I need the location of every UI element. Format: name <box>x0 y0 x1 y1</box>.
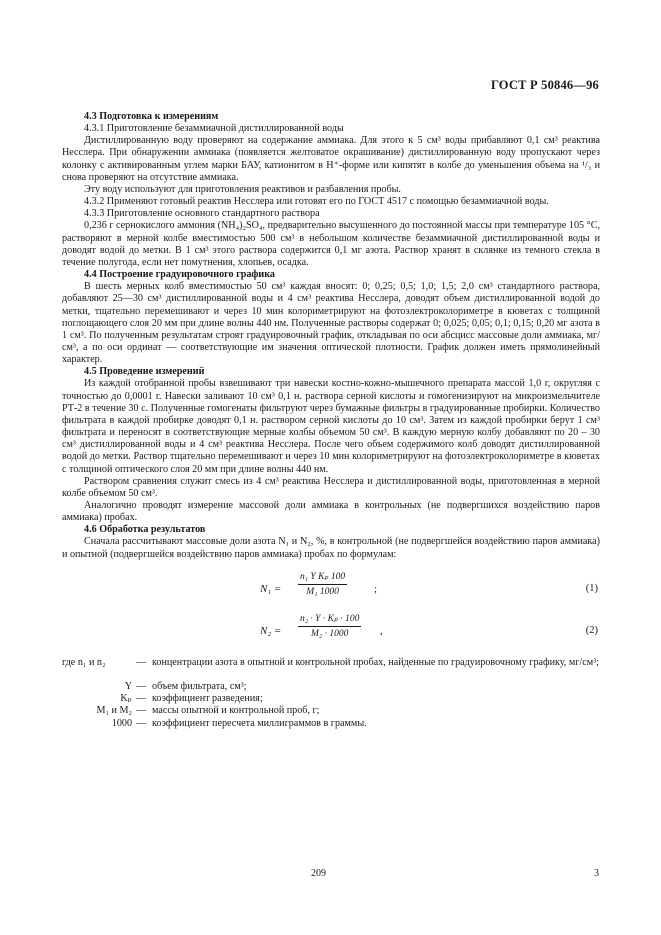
equation-denominator: M₁ 1000 <box>306 586 339 597</box>
paragraph: 4.3.2 Применяют готовый реактив Несслера или готовят его по ГОСТ 4517 с помощью безаммиачной воды. <box>84 196 549 208</box>
paragraph: В шесть мерных колб вместимостью 50 см³ каждая вносят: 0; 0,25; 0,5; 1,0; 1,5; 2,0 см³ стандартного раствора, добавляют 25—30 см³ дистиллированной воды и 4 см³ реактива Несслера, доводят объем дистиллированной водой до метки, тщательно перемешивают и через 10 мин колориметрируют на фотоэлектроколориметре в кюветах с толщиной поглощающего слоя 20 мм при длине волны 440 нм. Полученные растворы содержат 0; 0,025; 0,05; 0,1; 0,15; 0,20 мг азота в 1 см³. По полученным результатам строят градуировочный график, откладывая по оси абсцисс массовые доли аммиака, мг/см³, а по оси ординат — соответствующие им значения оптической плотности. График должен иметь прямолинейный характер. <box>62 281 600 366</box>
paragraph: Эту воду используют для приготовления реактивов и разбавления пробы. <box>84 183 401 195</box>
equation-numerator: n₂ · Y · Kₚ · 100 <box>298 613 361 627</box>
section-heading: 4.6 Обработка результатов <box>84 524 206 536</box>
paragraph: 0,236 г сернокислого аммония (NH₄)₂SO₄, предварительно высушенного до постоянной массы при температуре 105 °С, растворяют в мерной колбе вместимостью 500 см³ в небольшом количестве безаммиачной дистиллированной воды и доводят водой до метки. В 1 см³ этого раствора содержится 0,1 мг азота. Раствор хранят в склянке из темного стекла в течение полугода, если нет помутнения, хлопьев, осадка. <box>62 220 600 268</box>
paragraph: Из каждой отобранной пробы взвешивают три навески костно-кожно-мышечного препарата массой 1,0 г, округляя с точностью до 0,0001 г. Навески заливают 10 см³ 0,1 н. раствора серной кислоты и гомогенизируют на микроизмельчителе РТ-2 в течение 30 с. Полученные гомогенаты фильтруют через бумажные фильтры в градуированные пробирки. Количество фильтрата в каждой пробирке доводят 0,1 н. раствором серной кислоты до 10 см³. Затем из каждой пробирки берут 1 см³ фильтрата и переносят в соответствующие мерные колбы объемом 50 см³. В каждую мерную колбу добавляют по 20 – 30 см³ дистиллированной воды и 4 см³ реактива Несслера. После чего объем содержимого колб доводят дистиллированной водой до метки. Раствор тщательно перемешивают и через 10 мин колориметрируют на фотоэлектроколориметре в кюветах с толщиной оптического слоя 20 мм при длине волны 440 нм. <box>62 378 600 475</box>
equation-1 <box>62 571 600 609</box>
definition-dash: — <box>136 681 147 693</box>
definition-symbol: M₁ и M₂ <box>96 705 132 717</box>
equation-lhs: N₁ = <box>260 582 282 595</box>
section-heading: 4.5 Проведение измерений <box>84 366 205 378</box>
paragraph: Сначала рассчитывают массовые доли азота N₁ и N₂, %, в контрольной (не подвергшейся воздействию паров аммиака) и опытной (подвергшейся воздействию паров аммиака) пробах по формулам: <box>62 536 600 560</box>
equation-2 <box>62 613 600 651</box>
definition-dash: — <box>136 656 147 668</box>
standard-header: ГОСТ Р 50846—96 <box>490 78 599 92</box>
paragraph: 4.3.3 Приготовление основного стандартного раствора <box>84 208 320 220</box>
definition-dash: — <box>136 717 147 729</box>
equation-numerator: n₁ Y Kₚ 100 <box>298 571 347 585</box>
section-heading: 4.4 Построение градуировочного графика <box>84 269 275 281</box>
definition-text: объем фильтрата, см³; <box>152 681 247 693</box>
definition-row <box>62 657 600 681</box>
definition-dash: — <box>136 705 147 717</box>
equation-number: (2) <box>585 624 598 636</box>
paragraph: 4.3.1 Приготовление безаммиачной дистиллированной воды <box>84 123 344 135</box>
definition-row <box>62 718 600 730</box>
definition-symbol: Kₚ <box>120 693 132 705</box>
definition-symbol: 1000 <box>111 717 132 729</box>
equation-lhs: N₂ = <box>260 624 282 637</box>
paragraph: Раствором сравнения служит смесь из 4 см³ реактива Несслера и дистиллированной воды, приготовленная в мерной колбе объемом 50 см³. <box>62 475 600 499</box>
equation-number: (1) <box>585 582 598 594</box>
definition-dash: — <box>136 693 147 705</box>
section-heading: 4.3 Подготовка к измерениям <box>84 111 219 122</box>
definition-text: массы опытной и контрольной проб, г; <box>152 705 320 717</box>
definition-symbol: где n₁ и n₂ <box>62 656 106 668</box>
paragraph: Дистиллированную воду проверяют на содержание аммиака. Для этого к 5 см³ воды прибавляют 0,1 см³ реактива Несслера. При обнаружении аммиака (появляется желтоватое окрашивание) дистиллированную воду пропускают через колонку с активированным углем марки БАУ, катионитом в H⁺-форме или кипятят в колбе до уменьшения объема на ¹/₃ и снова проверяют на отсутствие аммиака. <box>62 135 600 183</box>
definition-symbol: Y <box>124 681 132 693</box>
equation-denominator: M₂ · 1000 <box>311 628 349 639</box>
equation-punct: ; <box>374 582 378 595</box>
document-body <box>62 111 600 730</box>
paragraph: Аналогично проводят измерение массовой доли аммиака в контрольных (не подвергшихся воздействию паров аммиака) пробах. <box>62 500 600 524</box>
definition-text: коэффициент разведения; <box>152 693 263 705</box>
definition-text: коэффициент пересчета миллиграммов в граммы. <box>152 717 367 729</box>
definition-row <box>62 693 600 705</box>
sheet-number: 3 <box>594 868 599 879</box>
equation-fraction <box>298 613 361 640</box>
symbol-definitions <box>62 657 600 730</box>
page-number: 209 <box>311 868 326 879</box>
definition-row <box>62 681 600 693</box>
definition-row <box>62 705 600 717</box>
equation-punct: , <box>380 624 383 637</box>
equation-fraction <box>298 571 347 598</box>
definition-text: концентрации азота в опытной и контрольной пробах, найденные по градуировочному графику, мг/см³; <box>152 656 599 668</box>
